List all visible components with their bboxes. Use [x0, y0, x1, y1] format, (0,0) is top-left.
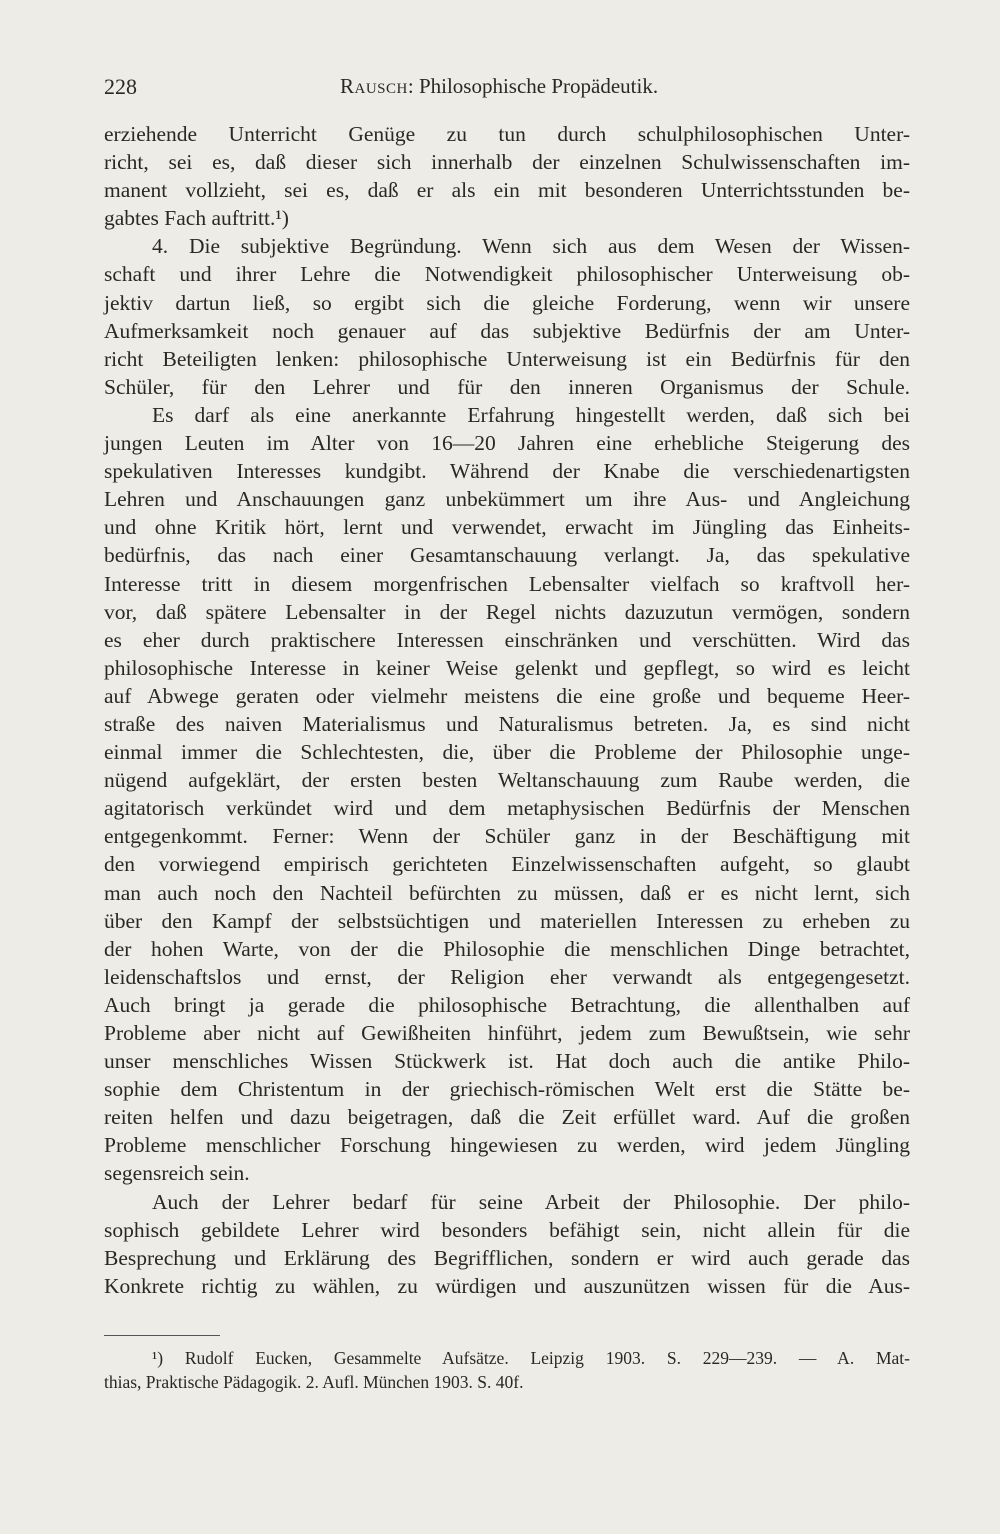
text-line: sophisch gebildete Lehrer wird besonders befähigt sein, nicht allein für die — [104, 1217, 910, 1242]
text-line: agitatorisch verkündet wird und dem metaphysischen Bedürfnis der Menschen — [104, 796, 910, 821]
text-line: den vorwiegend empirisch gerichteten Einzelwissenschaften aufgeht, so glaubt — [104, 852, 910, 877]
text-line: Lehren und Anschauungen ganz unbekümmert um ihre Aus- und Angleichung — [104, 487, 910, 512]
running-head-author: Rausch — [340, 74, 408, 98]
text-line: reiten helfen und dazu beigetragen, daß die Zeit erfüllet ward. Auf die großen — [104, 1105, 910, 1130]
text-line: Es darf als eine anerkannte Erfahrung hingestellt werden, daß sich bei — [152, 402, 910, 427]
text-line: sophie dem Christentum in der griechisch-römischen Welt erst die Stätte be- — [104, 1077, 910, 1102]
text-line: richt Beteiligten lenken: philosophische Unterweisung ist ein Bedürfnis für den — [104, 346, 910, 371]
running-head-title: : Philosophische Propädeutik. — [407, 74, 659, 98]
text-line: philosophische Interesse in keiner Weise gelenkt und gepflegt, so wird es leicht — [104, 655, 910, 680]
text-line: Probleme menschlicher Forschung hingewiesen zu werden, wird jedem Jüngling — [104, 1133, 910, 1158]
text-line: über den Kampf der selbstsüchtigen und materiellen Interessen zu erheben zu — [104, 908, 910, 933]
text-line: Aufmerksamkeit noch genauer auf das subjektive Bedürfnis der am Unter- — [104, 318, 910, 343]
text-line: auf Abwege geraten oder vielmehr meistens die eine große und bequeme Heer- — [104, 683, 910, 708]
text-line: unser menschliches Wissen Stückwerk ist. Hat doch auch die antike Philo- — [104, 1049, 910, 1074]
text-line: und ohne Kritik hört, lernt und verwendet, erwacht im Jüngling das Einheits- — [104, 515, 910, 540]
text-line: gabtes Fach auftritt.¹) — [104, 206, 289, 231]
text-line: Auch bringt ja gerade die philosophische Betrachtung, die allenthalben auf — [104, 992, 910, 1017]
text-line: einmal immer die Schlechtesten, die, über die Probleme der Philosophie unge- — [104, 740, 910, 765]
footnotes — [104, 1346, 910, 1394]
text-line: Konkrete richtig zu wählen, zu würdigen und auszunützen wissen für die Aus- — [104, 1273, 910, 1298]
body-text — [104, 120, 910, 1300]
text-line: straße des naiven Materialismus und Naturalismus betreten. Ja, es sind nicht — [104, 711, 910, 736]
text-line: vor, daß spätere Lebensalter in der Regel nichts dazuzutun vermögen, sondern — [104, 599, 910, 624]
text-line: Schüler, für den Lehrer und für den inneren Organismus der Schule. — [104, 374, 910, 399]
text-line: segensreich sein. — [104, 1161, 250, 1186]
text-line: 4. Die subjektive Begründung. Wenn sich aus dem Wesen der Wissen- — [152, 234, 910, 259]
text-line: leidenschaftslos und ernst, der Religion eher verwandt als entgegengesetzt. — [104, 964, 910, 989]
text-line: jungen Leuten im Alter von 16—20 Jahren eine erhebliche Steigerung des — [104, 431, 910, 456]
page-number: 228 — [104, 74, 137, 99]
footnote-line: thias, Praktische Pädagogik. 2. Aufl. München 1903. S. 40f. — [104, 1372, 524, 1392]
running-head — [340, 74, 658, 99]
text-line: der hohen Warte, von der die Philosophie die menschlichen Dinge betrachtet, — [104, 936, 910, 961]
text-line: spekulativen Interesses kundgibt. Während der Knabe die verschiedenartigsten — [104, 459, 910, 484]
text-line: manent vollzieht, sei es, daß er als ein mit besonderen Unterrichtsstunden be- — [104, 178, 910, 203]
text-line: bedürfnis, das nach einer Gesamtanschauung verlangt. Ja, das spekulative — [104, 543, 910, 568]
text-line: es eher durch praktischere Interessen einschränken und verschütten. Wird das — [104, 627, 910, 652]
text-line: jektiv dartun ließ, so ergibt sich die gleiche Forderung, wenn wir unsere — [104, 290, 910, 315]
footnote-line: ¹) Rudolf Eucken, Gesammelte Aufsätze. Leipzig 1903. S. 229—239. — A. Mat- — [152, 1348, 910, 1368]
text-line: schaft und ihrer Lehre die Notwendigkeit philosophischer Unterweisung ob- — [104, 262, 910, 287]
text-line: nügend aufgeklärt, der ersten besten Weltanschauung zum Raube werden, die — [104, 768, 910, 793]
page-header — [104, 74, 910, 104]
footnote-rule — [104, 1335, 220, 1336]
text-line: entgegenkommt. Ferner: Wenn der Schüler ganz in der Beschäftigung mit — [104, 824, 910, 849]
text-line: Auch der Lehrer bedarf für seine Arbeit der Philosophie. Der philo- — [152, 1189, 910, 1214]
text-line: richt, sei es, daß dieser sich innerhalb der einzelnen Schulwissenschaften im- — [104, 150, 910, 175]
text-line: Probleme aber nicht auf Gewißheiten hinführt, jedem zum Bewußtsein, wie sehr — [104, 1021, 910, 1045]
text-line: man auch noch den Nachteil befürchten zu müssen, daß er es nicht lernt, sich — [104, 880, 910, 905]
text-line: Besprechung und Erklärung des Begrifflichen, sondern er wird auch gerade das — [104, 1245, 910, 1270]
text-line: Interesse tritt in diesem morgenfrischen Lebensalter vielfach so kraftvoll her- — [104, 571, 910, 596]
text-line: erziehende Unterricht Genüge zu tun durch schulphilosophischen Unter- — [104, 122, 910, 146]
